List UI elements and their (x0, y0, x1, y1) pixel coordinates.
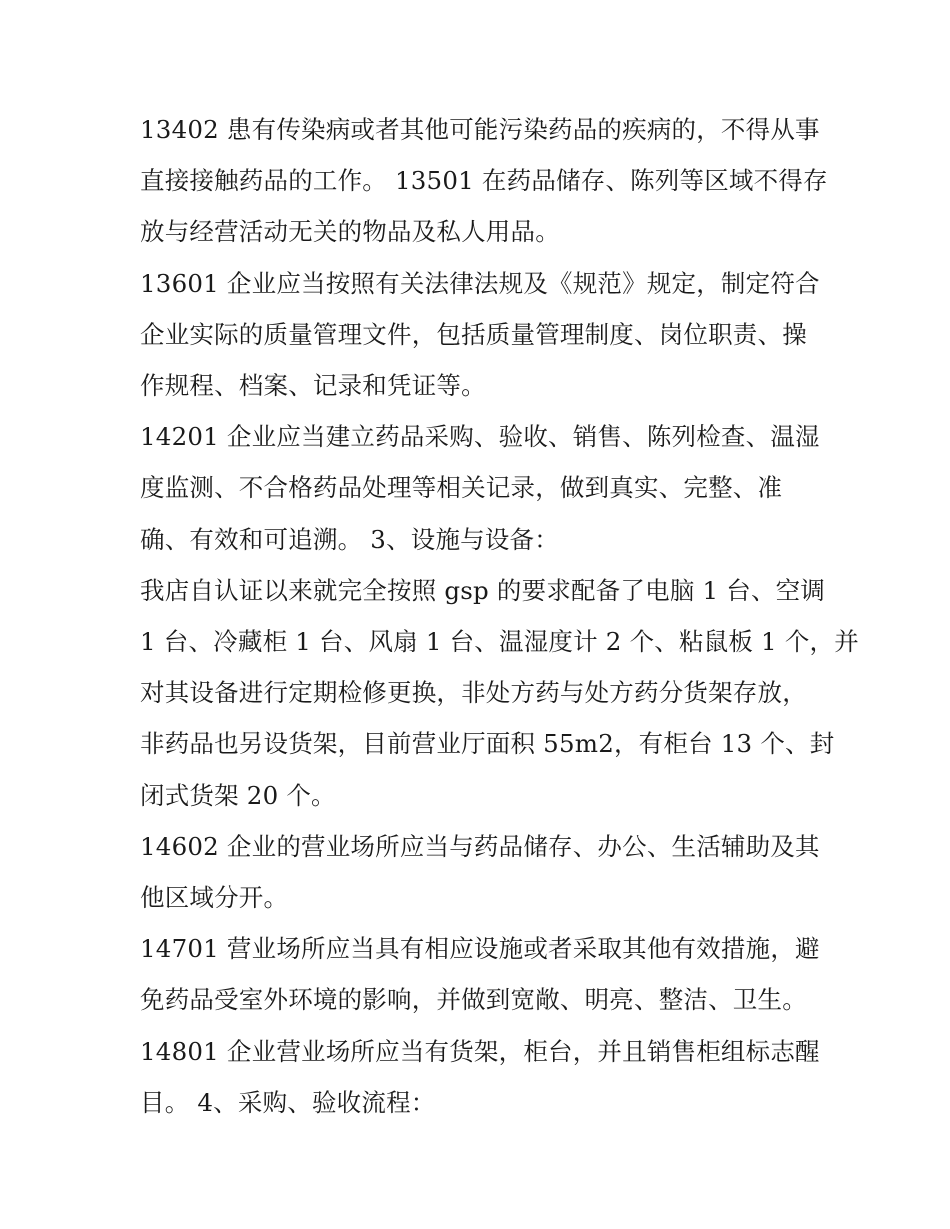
text-line: 目。 4、采购、验收流程： (140, 1087, 436, 1117)
paragraph-14602 (140, 821, 820, 923)
text-line: 直接接触药品的工作。 13501 在药品储存、陈列等区域不得存 (140, 166, 828, 196)
text-line: 企业实际的质量管理文件，包括质量管理制度、岗位职责、操 (140, 319, 807, 349)
text-line: 他区域分开。 (140, 883, 289, 913)
text-line: 放与经营活动无关的物品及私人用品。 (140, 217, 560, 247)
text-line: 非药品也另设货架，目前营业厅面积 55m2，有柜台 13 个、封 (140, 729, 835, 759)
text-line: 我店自认证以来就完全按照 gsp 的要求配备了电脑 1 台、空调 (140, 575, 826, 605)
text-line: 免药品受室外环境的影响，并做到宽敞、明亮、整洁、卫生。 (140, 985, 807, 1015)
text-line: 确、有效和可追溯。 3、设施与设备： (140, 524, 559, 554)
text-line: 1 台、冷藏柜 1 台、风扇 1 台、温湿度计 2 个、粘鼠板 1 个，并 (140, 627, 859, 657)
text-line: 14201 企业应当建立药品采购、验收、销售、陈列检查、温湿 (140, 422, 820, 452)
text-line: 14801 企业营业场所应当有货架，柜台，并且销售柜组标志醒 (140, 1036, 820, 1066)
text-line: 对其设备进行定期检修更换，非处方药与处方药分货架存放， (140, 678, 807, 708)
paragraph-14201 (140, 411, 820, 565)
text-line: 14602 企业的营业场所应当与药品储存、办公、生活辅助及其 (140, 831, 820, 861)
text-line: 13402 患有传染病或者其他可能污染药品的疾病的，不得从事 (140, 115, 820, 144)
text-line: 作规程、档案、记录和凭证等。 (140, 371, 486, 401)
paragraph-13402 (140, 104, 828, 258)
paragraph-14801 (140, 1026, 820, 1128)
paragraph-13601 (140, 258, 820, 412)
paragraph-14701 (140, 923, 820, 1025)
text-line: 度监测、不合格药品处理等相关记录，做到真实、完整、准 (140, 473, 783, 503)
text-line: 13601 企业应当按照有关法律法规及《规范》规定，制定符合 (140, 268, 820, 298)
text-line: 闭式货架 20 个。 (140, 780, 336, 810)
paragraph-facilities (140, 565, 859, 821)
document-body (140, 104, 859, 1128)
text-line: 14701 营业场所应当具有相应设施或者采取其他有效措施，避 (140, 934, 820, 964)
